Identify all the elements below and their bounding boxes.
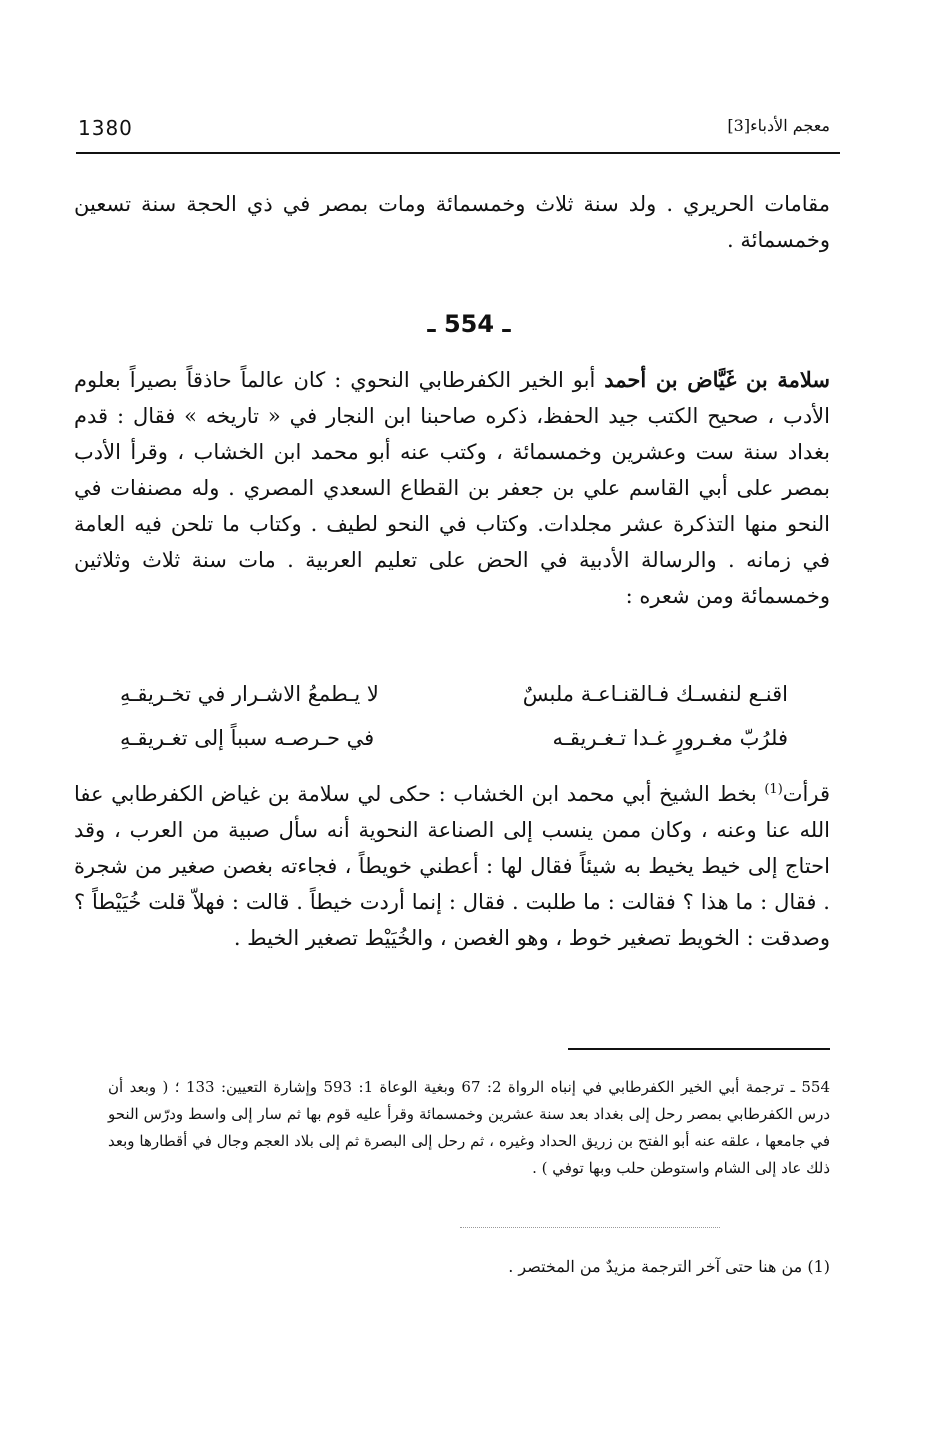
footnote-main: 554 ـ ترجمة أبي الخير الكفرطابي في إنباه الرواة 2: 67 وبغية الوعاة 1: 593 وإشارة التعيين: 133 ؛ ( وبعد أن درس الكفرطابي بمصر رحل إلى بغداد بعد سنة عشرين وخمسمائة وقرأ عليه قوم بها ثم سار إلى واسط ودرّس النحو في جامعها ، علقه عنه أبو الفتح بن زريق الحداد وغيره ، ثم رحل إلى البصرة ثم إلى بلاد العجم وجال في أقطارها وبعد ذلك عاد إلى الشام واستوطن حلب وبها توفي ) . [108, 1078, 831, 1177]
verse-second-hemistich: في حـرصـه سبباً إلى تغـريقـهِ [120, 726, 375, 750]
anecdote-lead: قرأت [782, 782, 830, 806]
poem [120, 672, 788, 760]
poem-verse [120, 716, 788, 760]
verse-second-hemistich: لا يـطمعُ الاشـرار في تخـريقـهِ [120, 682, 379, 706]
entry-name: سلامة بن غَيَّاض بن أحمد [604, 367, 830, 392]
header-rule [76, 152, 840, 154]
intro-paragraph: مقامات الحريري . ولد سنة ثلاث وخمسمائة ومات بمصر في ذي الحجة سنة تسعين وخمسمائة . [74, 192, 830, 252]
anecdote-paragraph [74, 772, 830, 956]
footnote-reference: (1) [764, 782, 783, 797]
footnote-1: (1) من هنا حتى آخر الترجمة مزيدٌ من المختصر . [508, 1257, 830, 1276]
footnote-rule [568, 1048, 830, 1050]
poem-verse [120, 672, 788, 716]
dotted-divider [460, 1227, 720, 1228]
entry-body-text: أبو الخير الكفرطابي النحوي : كان عالماً حاذقاً بصيراً بعلوم الأدب ، صحيح الكتب جيد الحفظ، ذكره صاحبنا ابن النجار في « تاريخه » فقال : قدم بغداد سنة ست وعشرين وخمسمائة ، وكتب عنه أبو محمد ابن الخشاب ، وقرأ الأدب بمصر على أبي القاسم علي بن جعفر بن القطاع السعدي المصري . وله مصنفات في النحو منها التذكرة عشر مجلدات. وكتاب في النحو لطيف . وكتاب ما تلحن فيه العامة في زمانه . والرسالة الأدبية في الحض على تعليم العربية . مات سنة ثلاث وثلاثين وخمسمائة ومن شعره : [74, 368, 830, 608]
anecdote-text: بخط الشيخ أبي محمد ابن الخشاب : حكى لي سلامة بن غياض الكفرطابي عفا الله عنا وعنه ، وكان ممن ينسب إلى الصناعة النحوية أنه سأل صبية من العرب ، وقد احتاج إلى خيط يخيط به شيئاً فقال لها : أعطني خويطاً ، فجاءته بغصن صغير من شجرة . فقال : ما هذا ؟ فقالت : ما طلبت . فقال : إنما أردت خيطاً . قالت : فهلاّ قلت خُيَيْطاً ؟ وصدقت : الخويط تصغير خوط ، وهو الغصن ، والخُيَيْط تصغير الخيط . [74, 782, 830, 950]
page-number: 1380 [78, 116, 133, 140]
verse-first-hemistich: فلرُبّ مغـرورٍ غـدا تـغـريقـه [552, 726, 788, 750]
entry-paragraph [74, 362, 830, 614]
running-title: معجم الأدباء[3] [727, 116, 830, 135]
verse-first-hemistich: اقنـع لنفسـك فـالقنـاعـة ملبسٌ [522, 682, 788, 706]
entry-number: ـ 554 ـ [427, 310, 511, 338]
